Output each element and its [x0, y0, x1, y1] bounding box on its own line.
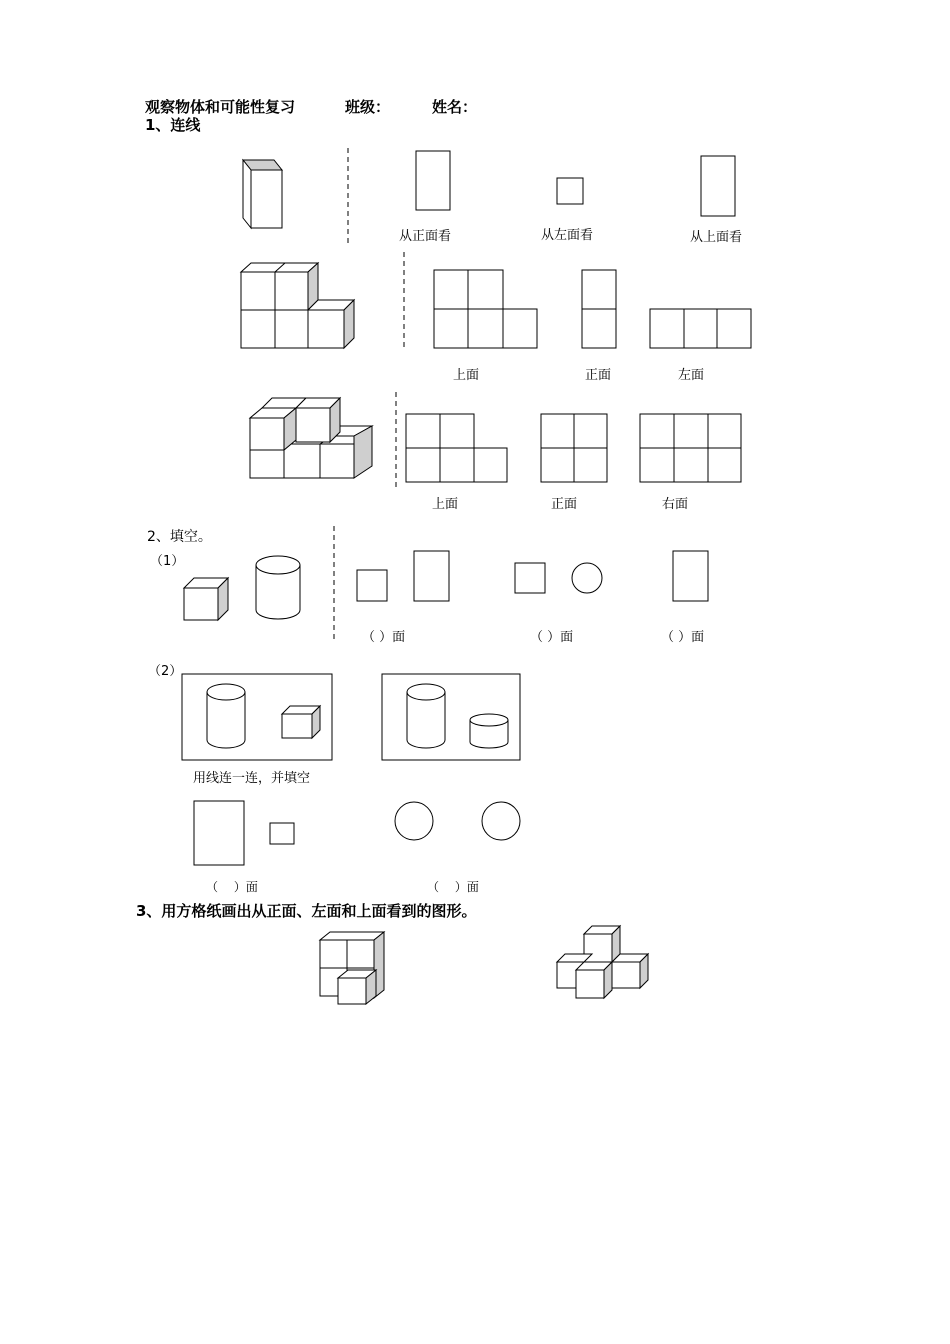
q3-cube-stack-1 — [320, 932, 384, 1004]
page-title: 观察物体和可能性复习 — [145, 98, 296, 116]
q1-row1-label-top: 从上面看 — [690, 230, 743, 245]
scene2-tall-cylinder — [407, 684, 445, 748]
l-shape-cube-figure — [241, 263, 354, 348]
q2-part2-view-rect — [194, 801, 244, 865]
q1-row2-label-top: 上面 — [453, 368, 480, 383]
stepped-cube-figure — [250, 398, 372, 478]
q3-heading: 3、用方格纸画出从正面、左面和上面看到的图形。 — [136, 902, 477, 920]
q1-row3-label-front: 正面 — [551, 497, 578, 512]
row3-view-2x2 — [541, 414, 607, 482]
cylinder-figure — [256, 556, 300, 619]
q2-part1-blank-3: （ ）面 — [661, 630, 705, 645]
q1-row2-label-left: 左面 — [678, 368, 705, 383]
q2-part2-blank-2: （ ）面 — [427, 880, 479, 894]
q2-part2-view-square — [270, 823, 294, 844]
q2-part1-marker: （1） — [150, 554, 185, 569]
q2-view-square-1 — [357, 570, 387, 601]
q2-view-rect-2 — [673, 551, 708, 601]
q1-row3-label-right: 右面 — [662, 497, 689, 512]
row1-view-tall-rect — [416, 151, 450, 210]
q3-cube-stack-2 — [557, 926, 648, 998]
tall-cuboid-figure — [243, 160, 282, 228]
q1-row3-label-top: 上面 — [432, 497, 459, 512]
q2-view-circle-1 — [572, 563, 602, 593]
row2-view-row — [650, 309, 751, 348]
class-label: 班级： — [345, 98, 391, 116]
q2-heading: 2、填空。 — [147, 529, 212, 545]
row3-view-l-shape — [406, 414, 507, 482]
q1-row2-label-front: 正面 — [585, 368, 612, 383]
scene1-cube — [282, 706, 320, 738]
q2-part2-marker: （2） — [148, 664, 183, 679]
row2-view-l-shape — [434, 270, 537, 348]
q2-part2-view-circle-2 — [482, 802, 520, 840]
row2-view-column — [582, 270, 616, 348]
row1-view-square — [557, 178, 583, 204]
q2-part2-view-circle-1 — [395, 802, 433, 840]
q2-part2-instruction: 用线连一连，并填空 — [193, 771, 311, 786]
q2-part1-blank-2: （ ）面 — [530, 630, 574, 645]
q2-view-square-2 — [515, 563, 545, 593]
name-label: 姓名： — [432, 98, 478, 116]
scene1-cylinder — [207, 684, 245, 748]
scene2-short-cylinder — [470, 714, 508, 748]
q2-view-rect-1 — [414, 551, 449, 601]
row3-view-3x2 — [640, 414, 741, 482]
q2-part1-blank-1: （ ）面 — [362, 630, 406, 645]
cube-figure — [184, 578, 228, 620]
q2-part2-blank-1: （ ）面 — [206, 880, 258, 894]
q1-row1-label-front: 从正面看 — [399, 229, 452, 244]
q1-heading: 1、连线 — [145, 116, 201, 134]
q1-row1-label-left: 从左面看 — [541, 228, 594, 243]
row1-view-rect-right — [701, 156, 735, 216]
